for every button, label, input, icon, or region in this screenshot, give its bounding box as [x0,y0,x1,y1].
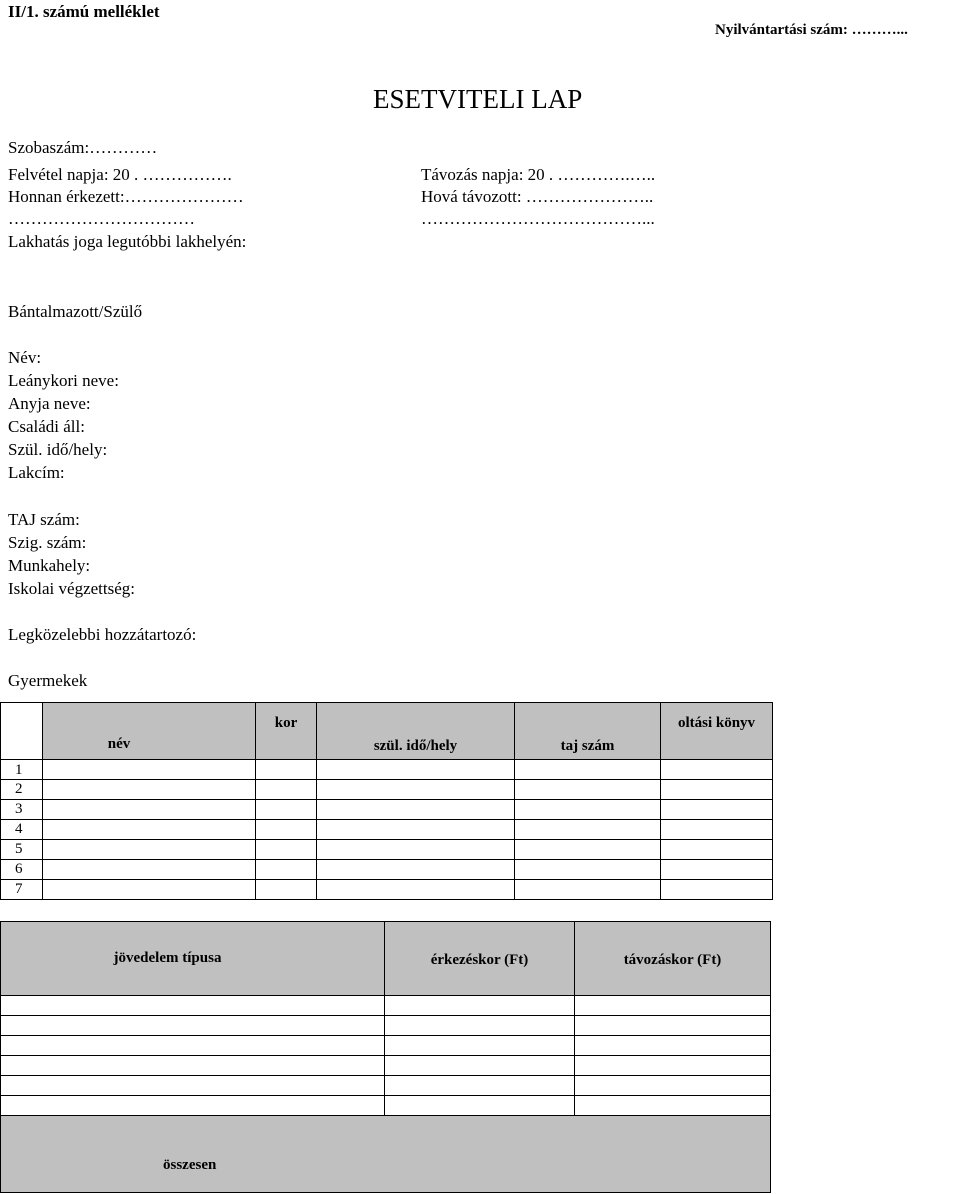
row-number: 3 [1,800,43,820]
birth-field: Szül. idő/hely: [8,440,108,459]
table-cell[interactable] [661,760,773,780]
table-cell[interactable] [317,860,515,880]
maiden-name-field: Leánykori neve: [8,371,119,390]
table-cell[interactable] [385,1096,575,1116]
table-row [1,1076,771,1096]
education-field: Iskolai végzettség: [8,579,135,598]
address-field: Lakcím: [8,463,65,482]
table-cell[interactable] [317,760,515,780]
table-cell[interactable] [43,860,256,880]
table-row [1,1096,771,1116]
went-to-continuation: …………………………………... [421,209,655,228]
table-row [1,996,771,1016]
table-cell[interactable] [256,780,317,800]
table-cell[interactable] [256,880,317,900]
table-cell[interactable] [661,780,773,800]
table-row [1,780,773,800]
housing-right-field: Lakhatás joga legutóbbi lakhelyén: [8,232,247,251]
came-from-continuation: …………………………… [8,209,195,228]
annex-label: II/1. számú melléklet [8,2,160,21]
person-section-title: Bántalmazott/Szülő [8,302,143,321]
row-number: 5 [1,840,43,860]
table-cell[interactable] [515,880,661,900]
row-number: 2 [1,780,43,800]
page-title: ESETVITELI LAP [373,84,583,114]
table-cell[interactable] [317,800,515,820]
table-cell[interactable] [1,1096,385,1116]
table-cell[interactable] [256,800,317,820]
table-cell[interactable] [661,820,773,840]
table-cell[interactable] [661,840,773,860]
table-row [1,1056,771,1076]
table-cell[interactable] [1,1036,385,1056]
mother-name-field: Anyja neve: [8,394,91,413]
table-cell[interactable] [317,880,515,900]
column-header: taj szám [515,703,661,760]
table-cell[interactable] [385,1036,575,1056]
name-field: Név: [8,348,42,367]
table-cell[interactable] [575,996,771,1016]
children-section-title: Gyermekek [8,671,88,690]
row-number: 1 [1,760,43,780]
table-cell[interactable] [256,820,317,840]
table-cell[interactable] [43,820,256,840]
column-header: név [43,703,256,760]
table-row [1,880,773,900]
table-cell[interactable] [515,800,661,820]
next-of-kin-field: Legközelebbi hozzátartozó: [8,625,197,644]
table-row [1,1036,771,1056]
table-cell[interactable] [515,760,661,780]
income-table [0,921,771,1193]
table-cell[interactable] [385,1056,575,1076]
income-table-header [1,922,771,996]
marital-status-field: Családi áll: [8,417,85,436]
table-cell[interactable] [575,1036,771,1056]
table-cell[interactable] [256,760,317,780]
taj-field: TAJ szám: [8,510,80,529]
table-cell[interactable] [661,800,773,820]
table-cell[interactable] [515,840,661,860]
table-cell[interactable] [317,840,515,860]
table-cell[interactable] [43,760,256,780]
table-cell[interactable] [575,1076,771,1096]
column-header: oltási könyv [661,703,773,760]
admission-date-field: Felvétel napja: 20 . ……………. [8,165,232,184]
table-row [1,760,773,780]
went-to-field: Hová távozott: ………………….. [421,187,654,206]
table-cell[interactable] [317,820,515,840]
table-cell[interactable] [661,860,773,880]
total-label: összesen [1,1116,771,1193]
departure-date-field: Távozás napja: 20 . ………….….. [421,165,656,184]
table-cell[interactable] [43,840,256,860]
table-cell[interactable] [256,860,317,880]
column-header: jövedelem típusa [1,922,385,996]
table-cell[interactable] [575,1056,771,1076]
column-header: érkezéskor (Ft) [385,922,575,996]
table-row [1,840,773,860]
column-header: szül. idő/hely [317,703,515,760]
income-total-row [1,1116,771,1193]
table-cell[interactable] [43,780,256,800]
table-cell[interactable] [575,1096,771,1116]
workplace-field: Munkahely: [8,556,91,575]
table-cell[interactable] [256,840,317,860]
table-row [1,1016,771,1036]
room-number-field: Szobaszám:………… [8,138,158,157]
children-table [0,702,773,900]
table-cell[interactable] [385,996,575,1016]
table-cell[interactable] [1,1056,385,1076]
table-cell[interactable] [43,880,256,900]
table-cell[interactable] [1,1076,385,1096]
table-cell[interactable] [515,860,661,880]
table-cell[interactable] [1,1016,385,1036]
table-cell[interactable] [515,780,661,800]
table-cell[interactable] [575,1016,771,1036]
row-number: 4 [1,820,43,840]
table-cell[interactable] [661,880,773,900]
table-cell[interactable] [317,780,515,800]
came-from-field: Honnan érkezett:………………… [8,187,244,206]
row-number: 7 [1,880,43,900]
id-number-field: Szig. szám: [8,533,87,552]
table-cell[interactable] [515,820,661,840]
table-row [1,860,773,880]
table-cell[interactable] [1,996,385,1016]
table-cell[interactable] [43,800,256,820]
row-number: 6 [1,860,43,880]
children-table-header [1,703,773,760]
column-header: kor [256,703,317,760]
table-cell[interactable] [385,1076,575,1096]
column-header: távozáskor (Ft) [575,922,771,996]
table-cell[interactable] [385,1016,575,1036]
table-row [1,820,773,840]
children-header-blank [1,703,43,760]
table-row [1,800,773,820]
registry-number: Nyilvántartási szám: ………... [715,22,908,38]
